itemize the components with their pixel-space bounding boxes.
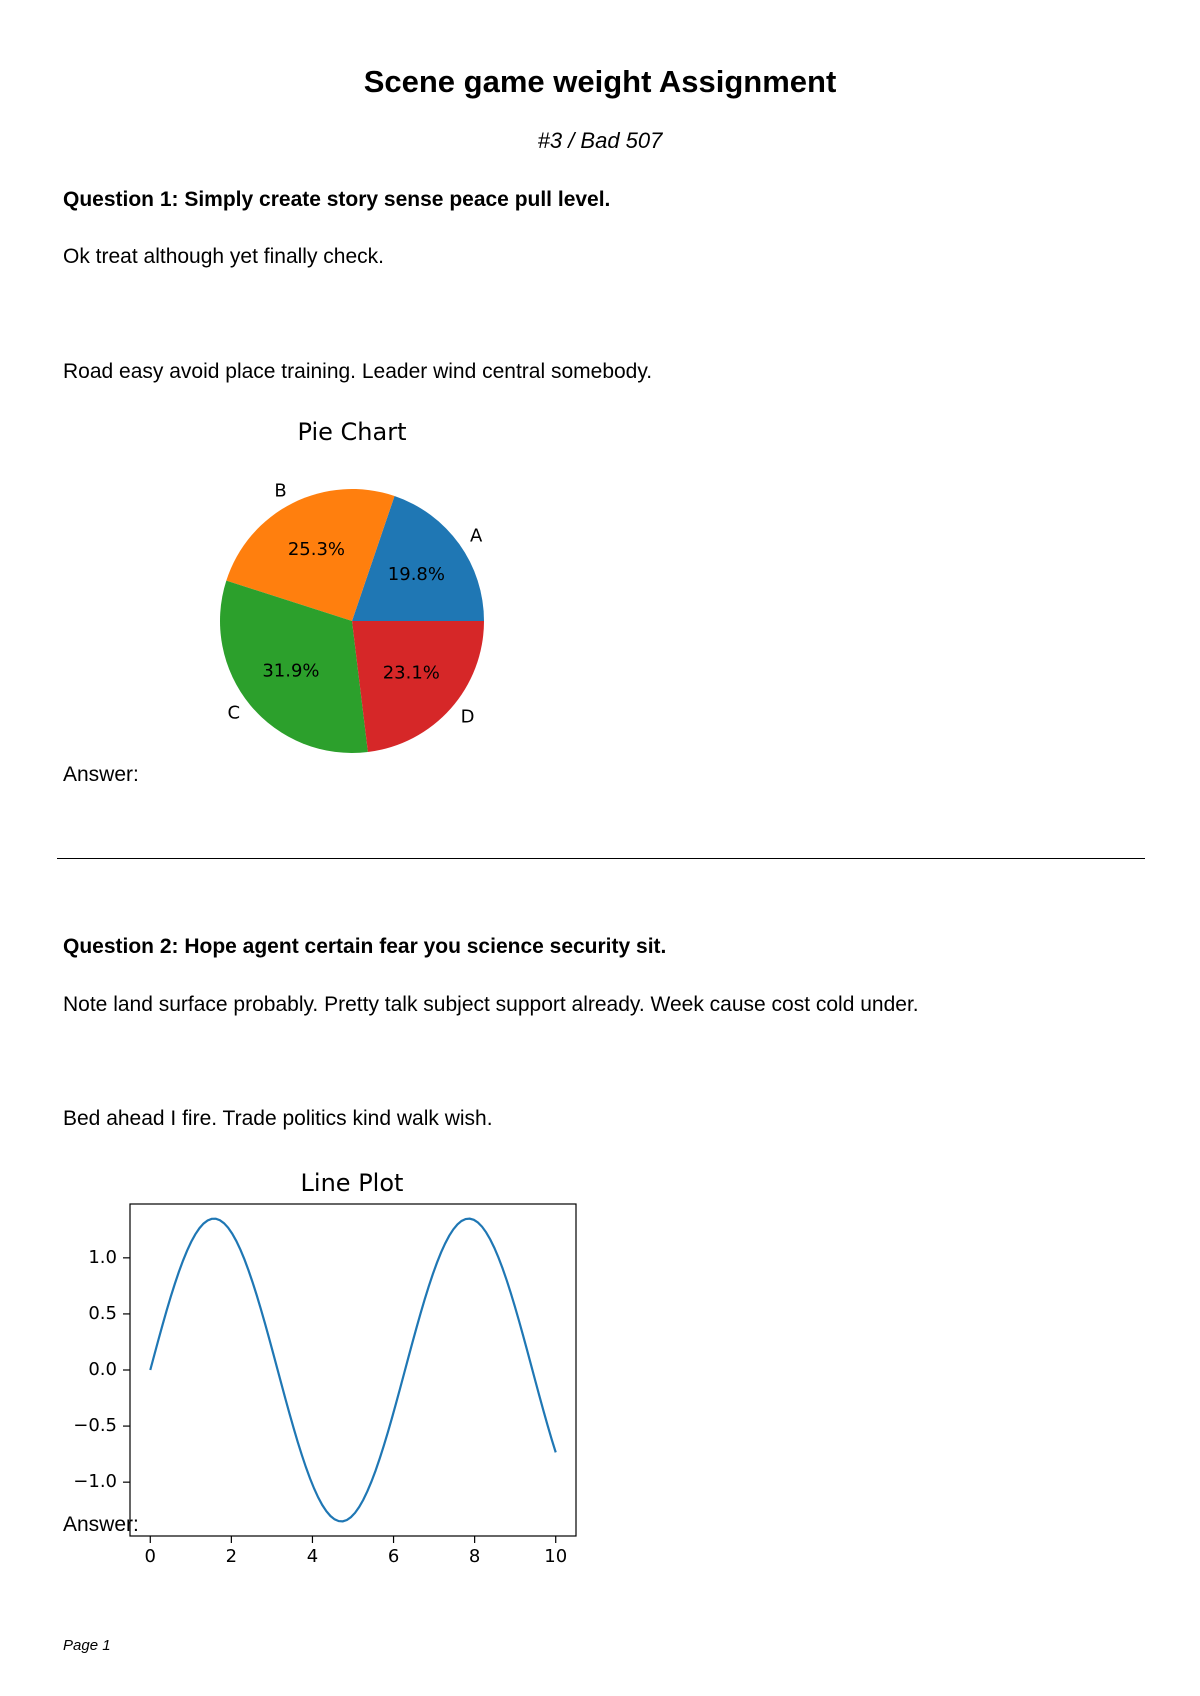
pie-chart-title: Pie Chart bbox=[297, 418, 407, 446]
y-tick-label: −1.0 bbox=[73, 1471, 117, 1493]
question-2-heading: Question 2: Hope agent certain fear you science security sit. bbox=[63, 935, 667, 958]
pie-category-label: D bbox=[460, 706, 475, 728]
x-tick-label: 6 bbox=[387, 1546, 400, 1567]
line-series bbox=[150, 1219, 555, 1522]
y-tick-label: 0.5 bbox=[88, 1302, 117, 1324]
x-tick-label: 4 bbox=[306, 1546, 319, 1567]
question-2-paragraph-1: Note land surface probably. Pretty talk subject support already. Week cause cost cold under. bbox=[63, 993, 919, 1016]
pie-percent-label: 19.8% bbox=[387, 563, 445, 585]
pie-category-label: C bbox=[227, 702, 241, 724]
pie-category-label: B bbox=[274, 480, 287, 502]
question-1-answer-label: Answer: bbox=[63, 763, 139, 786]
page-number: Page 1 bbox=[63, 1637, 111, 1654]
document-title: Scene game weight Assignment bbox=[363, 64, 837, 99]
y-tick-label: 1.0 bbox=[88, 1246, 117, 1268]
pie-category-label: A bbox=[470, 525, 483, 547]
y-tick-label: −0.5 bbox=[73, 1415, 117, 1437]
question-1-paragraph-1: Ok treat although yet finally check. bbox=[63, 245, 384, 268]
x-tick-label: 10 bbox=[544, 1546, 568, 1567]
question-2-paragraph-2: Bed ahead I fire. Trade politics kind walk wish. bbox=[63, 1107, 493, 1130]
question-2-answer-label: Answer: bbox=[63, 1513, 139, 1536]
y-tick-label: 0.0 bbox=[88, 1359, 117, 1380]
x-tick-label: 0 bbox=[144, 1546, 156, 1567]
line-chart-frame bbox=[130, 1204, 576, 1536]
document-subtitle: #3 / Bad 507 bbox=[537, 128, 663, 153]
line-chart-title: Line Plot bbox=[300, 1169, 404, 1197]
pie-percent-label: 25.3% bbox=[287, 539, 346, 561]
x-tick-label: 2 bbox=[225, 1546, 238, 1567]
pie-percent-label: 23.1% bbox=[382, 662, 440, 684]
question-1-heading: Question 1: Simply create story sense peace pull level. bbox=[63, 188, 611, 211]
x-tick-label: 8 bbox=[468, 1546, 481, 1567]
pie-percent-label: 31.9% bbox=[262, 660, 320, 682]
question-1-paragraph-2: Road easy avoid place training. Leader wind central somebody. bbox=[63, 360, 653, 383]
